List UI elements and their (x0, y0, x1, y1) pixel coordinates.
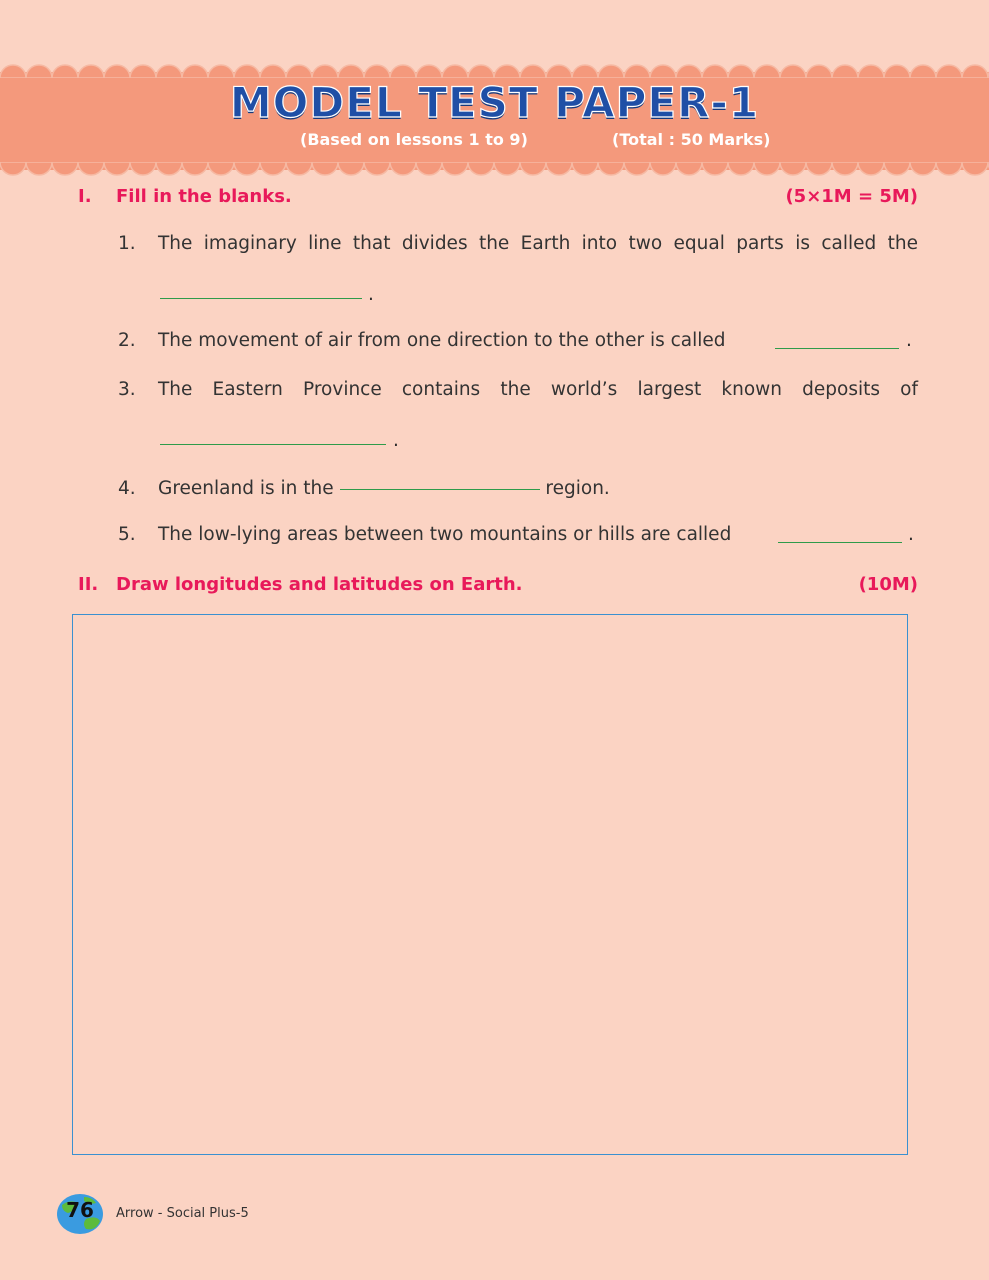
section-1-marks: (5×1M = 5M) (785, 186, 918, 207)
section-2-title: Draw longitudes and latitudes on Earth. (116, 574, 523, 595)
question-3-number: 3. (118, 379, 136, 400)
question-2-number: 2. (118, 330, 136, 351)
page-title: MODEL TEST PAPER-1 (229, 78, 760, 127)
question-5-period: . (908, 524, 914, 545)
drawing-area[interactable] (72, 614, 908, 1155)
section-1-numeral: I. (78, 186, 92, 207)
question-3-text: The Eastern Province contains the world’s largest known deposits of (158, 379, 918, 400)
question-2-period: . (906, 330, 912, 351)
answer-blank-5[interactable] (778, 542, 902, 543)
answer-blank-3[interactable] (160, 444, 386, 445)
banner-scallop-bottom (0, 162, 989, 176)
banner-scallop-top (0, 64, 989, 78)
section-2-marks: (10M) (858, 574, 918, 595)
question-1-text: The imaginary line that divides the Earth into two equal parts is called the (158, 233, 918, 254)
question-4-number: 4. (118, 478, 136, 499)
question-3-period: . (393, 430, 399, 451)
book-title: Arrow - Social Plus-5 (116, 1206, 249, 1221)
question-1-number: 1. (118, 233, 136, 254)
question-5-text: The low-lying areas between two mountains or hills are called (158, 524, 732, 545)
question-4-text-before: Greenland is in the (158, 478, 334, 499)
answer-blank-1[interactable] (160, 298, 362, 299)
question-4-text-after: region. (545, 478, 610, 499)
lessons-subtitle: (Based on lessons 1 to 9) (300, 130, 528, 149)
question-5-number: 5. (118, 524, 136, 545)
question-2-text: The movement of air from one direction to the other is called (158, 330, 726, 351)
answer-blank-2[interactable] (775, 348, 899, 349)
section-2-heading (78, 574, 918, 595)
question-1-period: . (368, 284, 374, 305)
section-1-title: Fill in the blanks. (116, 186, 292, 207)
section-2-numeral: II. (78, 574, 99, 595)
page-number: 76 (66, 1198, 94, 1222)
total-marks-subtitle: (Total : 50 Marks) (612, 130, 771, 149)
question-4-text (158, 478, 918, 499)
answer-blank-4[interactable] (340, 489, 540, 490)
section-1-heading (78, 186, 918, 207)
